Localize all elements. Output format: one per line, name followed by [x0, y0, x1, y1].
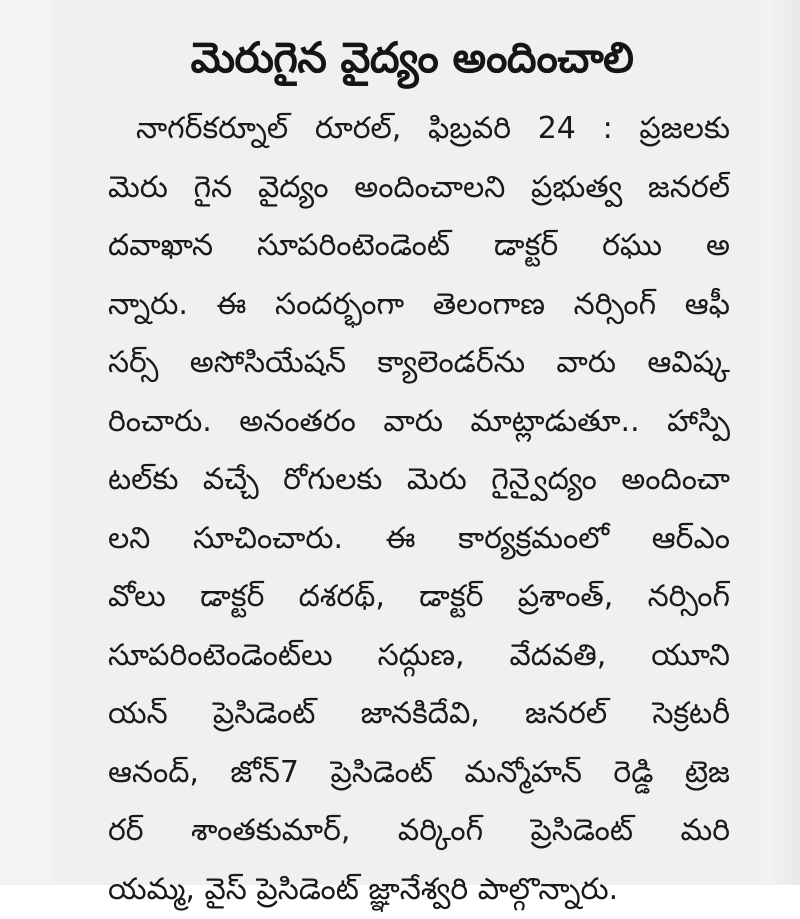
article-line: యమ్మ, వైస్ ప్రెసిడెంట్ జ్ఞానేశ్వరి పాల్గొన్నారు. — [108, 861, 730, 919]
article-line: ఆనంద్, జోన్7 ప్రెసిడెంట్ మన్మోహన్ రెడ్డి ట్రెజ — [108, 744, 730, 803]
adjacent-column-edge — [766, 0, 800, 885]
article-line: సూపరింటెండెంట్‌లు సద్గుణ, వేదవతి, యూని — [108, 627, 730, 686]
article-line: నాగర్‌కర్నూల్ రూరల్, ఫిబ్రవరి 24 : ప్రజలకు — [108, 100, 730, 159]
article-headline: మెరుగైన వైద్యం అందించాలి — [92, 28, 732, 88]
article-line: వోలు డాక్టర్ దశరథ్, డాక్టర్ ప్రశాంత్, నర్సింగ్ — [108, 568, 730, 627]
article-line: రించారు. అనంతరం వారు మాట్లాడుతూ.. హాస్పి — [108, 393, 730, 452]
article-line: లని సూచించారు. ఈ కార్యక్రమంలో ఆర్‌ఎం — [108, 510, 730, 569]
article-line: రర్ శాంతకుమార్, వర్కింగ్ ప్రెసిడెంట్ మరి — [108, 802, 730, 861]
article-line: సర్స్ అసోసియేషన్ క్యాలెండర్‌ను వారు ఆవిష్క — [108, 334, 730, 393]
article-line: యన్ ప్రెసిడెంట్ జానకిదేవి, జనరల్ సెక్రటరీ — [108, 685, 730, 744]
article-line: టల్‌కు వచ్చే రోగులకు మెరు గైన్వైద్యం అందించా — [108, 451, 730, 510]
article-line: మెరు గైన వైద్యం అందించాలని ప్రభుత్వ జనరల్ — [108, 159, 730, 218]
article-line: న్నారు. ఈ సందర్భంగా తెలంగాణ నర్సింగ్ ఆఫీ — [108, 276, 730, 335]
article-body — [108, 100, 730, 919]
article-line: దవాఖాన సూపరింటెండెంట్ డాక్టర్ రఘు అ — [108, 217, 730, 276]
